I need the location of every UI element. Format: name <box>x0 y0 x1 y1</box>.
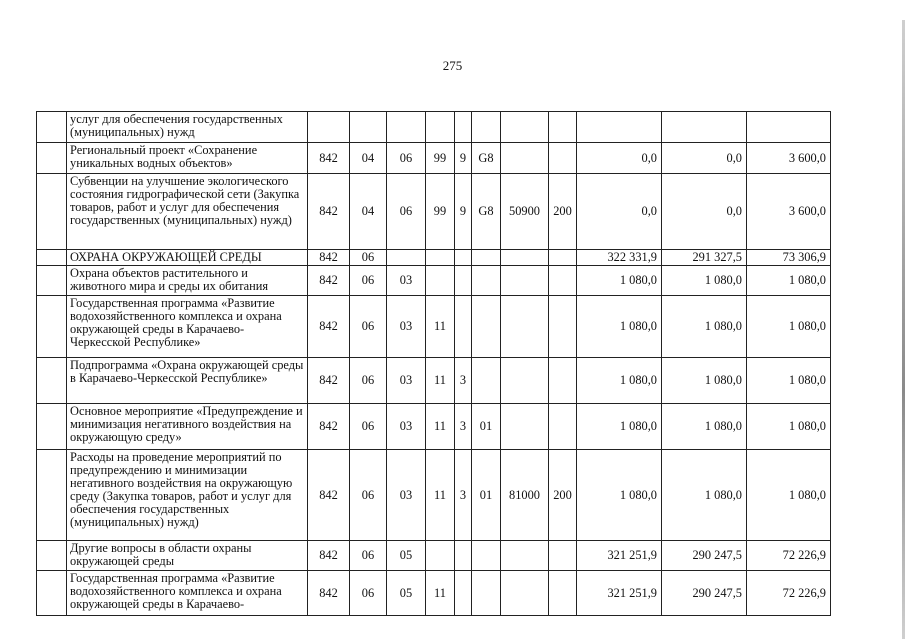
sum-year2-cell <box>662 112 747 143</box>
table-row <box>37 541 831 571</box>
ved-cell: 842 <box>308 250 350 266</box>
cs-direction-cell <box>501 358 549 404</box>
sum-year1-cell: 1 080,0 <box>577 404 662 450</box>
vr-cell <box>549 571 577 616</box>
sum-year3-cell <box>747 112 831 143</box>
pr-cell <box>387 250 426 266</box>
cs-event-cell <box>472 296 501 358</box>
table-row <box>37 296 831 358</box>
rz-cell: 06 <box>350 404 387 450</box>
cs-direction-cell <box>501 404 549 450</box>
cs-subprogram-cell <box>455 112 472 143</box>
ved-cell <box>308 112 350 143</box>
row-name: Государственная программа «Развитие водохозяйственного комплекса и охрана окружающей среды в Карачаево- <box>67 571 308 616</box>
cs-direction-cell <box>501 571 549 616</box>
rz-cell: 06 <box>350 450 387 541</box>
cs-program-cell <box>426 541 455 571</box>
sum-year1-cell: 321 251,9 <box>577 571 662 616</box>
sum-year2-cell: 291 327,5 <box>662 250 747 266</box>
row-name: Охрана объектов растительного и животного мира и среды их обитания <box>67 266 308 296</box>
table-row <box>37 112 831 143</box>
rz-cell <box>350 112 387 143</box>
sum-year3-cell: 1 080,0 <box>747 450 831 541</box>
rz-cell: 06 <box>350 250 387 266</box>
vr-cell <box>549 296 577 358</box>
cs-event-cell <box>472 266 501 296</box>
page-number: 275 <box>442 58 463 73</box>
rz-cell: 06 <box>350 541 387 571</box>
row-name: Региональный проект «Сохранение уникальных водных объектов» <box>67 143 308 174</box>
rz-cell: 06 <box>350 571 387 616</box>
row-name: услуг для обеспечения государственных (муниципальных) нужд <box>67 112 308 143</box>
vr-cell <box>549 541 577 571</box>
cs-program-cell <box>426 112 455 143</box>
cs-direction-cell <box>501 143 549 174</box>
cs-subprogram-cell: 3 <box>455 358 472 404</box>
sum-year3-cell: 3 600,0 <box>747 143 831 174</box>
cs-event-cell: G8 <box>472 174 501 250</box>
ved-cell: 842 <box>308 450 350 541</box>
ved-cell: 842 <box>308 143 350 174</box>
table-row <box>37 143 831 174</box>
rz-cell: 04 <box>350 174 387 250</box>
sum-year3-cell: 72 226,9 <box>747 541 831 571</box>
pr-cell: 06 <box>387 143 426 174</box>
cs-subprogram-cell <box>455 571 472 616</box>
cs-event-cell <box>472 571 501 616</box>
table-row <box>37 174 831 250</box>
cs-subprogram-cell <box>455 296 472 358</box>
row-number-cell <box>37 571 67 616</box>
vr-cell <box>549 358 577 404</box>
ved-cell: 842 <box>308 404 350 450</box>
pr-cell: 05 <box>387 541 426 571</box>
rz-cell: 06 <box>350 296 387 358</box>
pr-cell: 03 <box>387 450 426 541</box>
row-name: Основное мероприятие «Предупреждение и минимизация негативного воздействия на окружающую среду» <box>67 404 308 450</box>
table-row <box>37 450 831 541</box>
row-name: Расходы на проведение мероприятий по предупреждению и минимизации негативного воздействия на окружающую среду (Закупка товаров, работ и услуг для обеспечения государственных (муниципальных) нужд) <box>67 450 308 541</box>
cs-program-cell: 11 <box>426 296 455 358</box>
budget-table <box>36 111 831 616</box>
sum-year2-cell: 0,0 <box>662 143 747 174</box>
row-number-cell <box>37 541 67 571</box>
row-number-cell <box>37 266 67 296</box>
row-name: ОХРАНА ОКРУЖАЮЩЕЙ СРЕДЫ <box>67 250 308 266</box>
sum-year1-cell: 0,0 <box>577 174 662 250</box>
table-row <box>37 250 831 266</box>
ved-cell: 842 <box>308 266 350 296</box>
sum-year1-cell: 1 080,0 <box>577 296 662 358</box>
cs-direction-cell <box>501 112 549 143</box>
cs-subprogram-cell: 3 <box>455 450 472 541</box>
cs-event-cell: 01 <box>472 404 501 450</box>
sum-year1-cell: 321 251,9 <box>577 541 662 571</box>
row-number-cell <box>37 174 67 250</box>
cs-subprogram-cell: 9 <box>455 174 472 250</box>
sum-year2-cell: 1 080,0 <box>662 450 747 541</box>
rz-cell: 04 <box>350 143 387 174</box>
table-row <box>37 571 831 616</box>
cs-event-cell: G8 <box>472 143 501 174</box>
cs-program-cell: 99 <box>426 143 455 174</box>
sum-year3-cell: 3 600,0 <box>747 174 831 250</box>
table-row <box>37 266 831 296</box>
sum-year3-cell: 73 306,9 <box>747 250 831 266</box>
cs-subprogram-cell <box>455 541 472 571</box>
sum-year1-cell: 322 331,9 <box>577 250 662 266</box>
sum-year2-cell: 1 080,0 <box>662 296 747 358</box>
row-number-cell <box>37 143 67 174</box>
ved-cell: 842 <box>308 174 350 250</box>
sum-year2-cell: 290 247,5 <box>662 571 747 616</box>
sum-year1-cell: 1 080,0 <box>577 450 662 541</box>
vr-cell <box>549 266 577 296</box>
ved-cell: 842 <box>308 296 350 358</box>
row-number-cell <box>37 296 67 358</box>
table-row <box>37 404 831 450</box>
sum-year2-cell: 1 080,0 <box>662 404 747 450</box>
row-number-cell <box>37 358 67 404</box>
ved-cell: 842 <box>308 358 350 404</box>
sum-year1-cell: 0,0 <box>577 143 662 174</box>
sum-year3-cell: 1 080,0 <box>747 404 831 450</box>
sum-year2-cell: 1 080,0 <box>662 358 747 404</box>
cs-event-cell <box>472 541 501 571</box>
row-number-cell <box>37 250 67 266</box>
cs-program-cell <box>426 266 455 296</box>
cs-program-cell <box>426 250 455 266</box>
cs-subprogram-cell <box>455 266 472 296</box>
row-number-cell <box>37 404 67 450</box>
sum-year3-cell: 72 226,9 <box>747 571 831 616</box>
vr-cell <box>549 404 577 450</box>
sum-year1-cell <box>577 112 662 143</box>
vr-cell <box>549 112 577 143</box>
sum-year3-cell: 1 080,0 <box>747 358 831 404</box>
pr-cell: 05 <box>387 571 426 616</box>
cs-direction-cell <box>501 541 549 571</box>
cs-direction-cell: 81000 <box>501 450 549 541</box>
sum-year2-cell: 1 080,0 <box>662 266 747 296</box>
table-row <box>37 358 831 404</box>
cs-direction-cell: 50900 <box>501 174 549 250</box>
row-name: Подпрограмма «Охрана окружающей среды в Карачаево-Черкесской Республике» <box>67 358 308 404</box>
pr-cell: 03 <box>387 358 426 404</box>
ved-cell: 842 <box>308 571 350 616</box>
sum-year1-cell: 1 080,0 <box>577 358 662 404</box>
cs-event-cell <box>472 112 501 143</box>
row-name: Другие вопросы в области охраны окружающей среды <box>67 541 308 571</box>
pr-cell: 03 <box>387 296 426 358</box>
cs-event-cell: 01 <box>472 450 501 541</box>
cs-program-cell: 11 <box>426 358 455 404</box>
cs-subprogram-cell <box>455 250 472 266</box>
cs-program-cell: 11 <box>426 450 455 541</box>
cs-event-cell <box>472 358 501 404</box>
row-name: Субвенции на улучшение экологического состояния гидрографической сети (Закупка товаров, работ и услуг для обеспечения государственных (муниципальных) нужд) <box>67 174 308 250</box>
pr-cell <box>387 112 426 143</box>
sum-year2-cell: 0,0 <box>662 174 747 250</box>
sum-year3-cell: 1 080,0 <box>747 266 831 296</box>
cs-direction-cell <box>501 266 549 296</box>
row-number-cell <box>37 112 67 143</box>
pr-cell: 03 <box>387 266 426 296</box>
pr-cell: 03 <box>387 404 426 450</box>
cs-direction-cell <box>501 296 549 358</box>
ved-cell: 842 <box>308 541 350 571</box>
cs-subprogram-cell: 9 <box>455 143 472 174</box>
sum-year2-cell: 290 247,5 <box>662 541 747 571</box>
pr-cell: 06 <box>387 174 426 250</box>
cs-program-cell: 11 <box>426 404 455 450</box>
sum-year3-cell: 1 080,0 <box>747 296 831 358</box>
rz-cell: 06 <box>350 358 387 404</box>
vr-cell: 200 <box>549 450 577 541</box>
row-name: Государственная программа «Развитие водохозяйственного комплекса и охрана окружающей среды в Карачаево-Черкесской Республике» <box>67 296 308 358</box>
cs-event-cell <box>472 250 501 266</box>
vr-cell: 200 <box>549 174 577 250</box>
vr-cell <box>549 143 577 174</box>
rz-cell: 06 <box>350 266 387 296</box>
cs-program-cell: 99 <box>426 174 455 250</box>
cs-program-cell: 11 <box>426 571 455 616</box>
cs-subprogram-cell: 3 <box>455 404 472 450</box>
sum-year1-cell: 1 080,0 <box>577 266 662 296</box>
row-number-cell <box>37 450 67 541</box>
cs-direction-cell <box>501 250 549 266</box>
vr-cell <box>549 250 577 266</box>
